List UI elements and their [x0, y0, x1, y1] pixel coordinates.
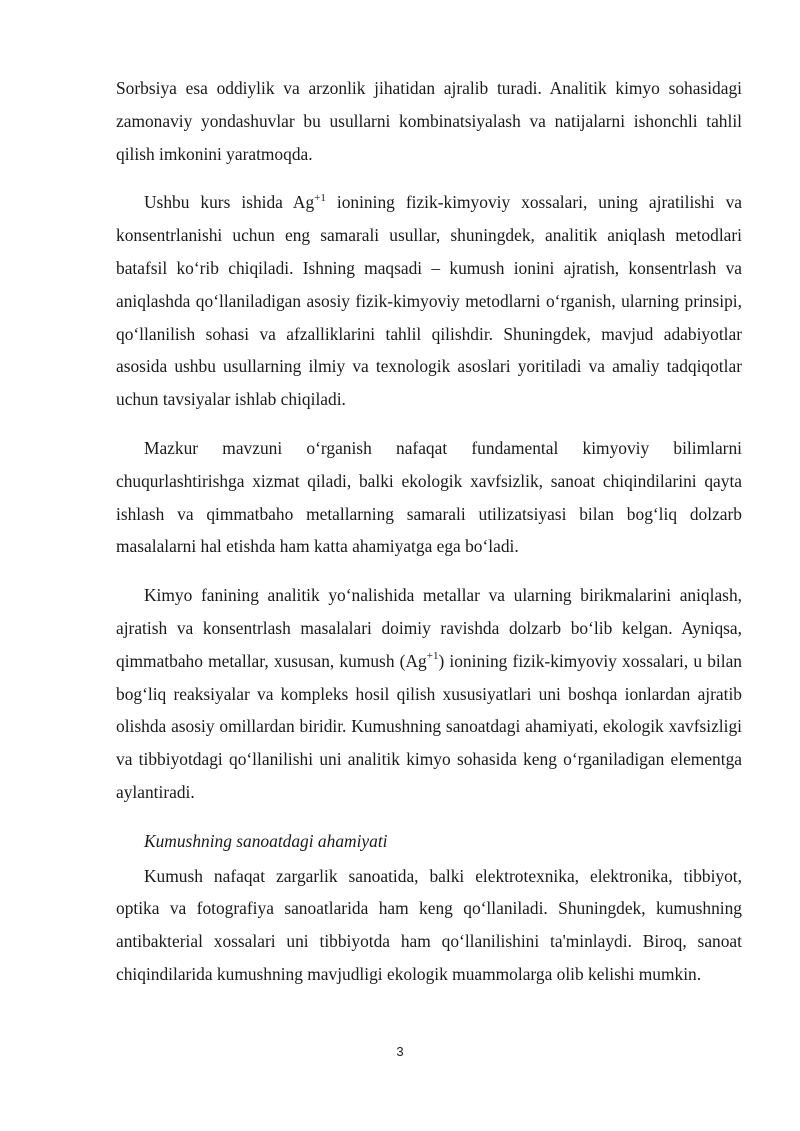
paragraph-sorbsiya — [116, 72, 742, 170]
paragraph-kumush — [116, 860, 742, 991]
paragraph-mazkur — [116, 432, 742, 563]
page-content — [116, 72, 742, 1007]
paragraph-text: ionining fizik-kimyoviy xossalari, uning ajratilishi va konsentrlanishi uchun eng samarali usullar, shuningdek, analitik aniqlash metodlari batafsil koʻrib chiqiladi. Ishning maqsadi – kumush ionini ajratish, konsentrlash va aniqlashda qoʻllaniladigan asosiy fizik-kimyoviy metodlarni oʻrganish, ularning prinsipi, qoʻllanilish sohasi va afzalliklarini tahlil qilishdir. Shuningdek, mavjud adabiyotlar asosida ushbu usullarning ilmiy va texnologik asoslari yoritiladi va amaliy tadqiqotlar uchun tavsiyalar ishlab chiqiladi. — [116, 192, 742, 410]
paragraph-course-work — [116, 186, 742, 416]
ion-charge-superscript: +1 — [426, 649, 439, 662]
paragraph-text: Kumush nafaqat zargarlik sanoatida, balki elektrotexnika, elektronika, tibbiyot, optika va fotografiya sanoatlarida ham keng qoʻllaniladi. Shuningdek, kumushning antibakterial xossalari uni tibbiyotda ham qoʻllanilishini ta'minlaydi. Biroq, sanoat chiqindilarida kumushning mavjudligi ekologik muammolarga olib kelishi mumkin. — [116, 865, 742, 984]
section-heading: Kumushning sanoatdagi ahamiyati — [144, 830, 388, 851]
paragraph-text: Sorbsiya esa oddiylik va arzonlik jihatidan ajralib turadi. Analitik kimyo sohasidagi zamonaviy yondashuvlar bu usullarni kombinatsiyalash va natijalarni ishonchli tahlil qilish imkonini yaratmoqda. — [116, 78, 742, 164]
paragraph-text: Mazkur mavzuni oʻrganish nafaqat fundamental kimyoviy bilimlarni chuqurlashtirishga xizmat qiladi, balki ekologik xavfsizlik, sanoat chiqindilarini qayta ishlash va qimmatbaho metallarning samarali utilizatsiyasi bilan bogʻliq dolzarb masalalarni hal etishda ham katta ahamiyatga ega boʻladi. — [116, 437, 742, 557]
ion-charge-superscript: +1 — [314, 191, 326, 204]
paragraph-text: ) ionining fizik-kimyoviy xossalari, u bilan bogʻliq reaksiyalar va kompleks hosil qilish xususiyatlari uni boshqa ionlardan ajratib olishda asosiy omillardan biridir. Kumushning sanoatdagi ahamiyati, ekologik xavfsizligi va tibbiyotdagi qoʻllanilishi uni analitik kimyo sohasida keng oʻrganiladigan elementga aylantiradi. — [116, 650, 743, 802]
page-number: 3 — [396, 1044, 404, 1059]
paragraph-kimyo — [116, 579, 742, 809]
paragraph-text: Ushbu kurs ishida Ag — [144, 192, 315, 213]
paragraph-text: Kimyo fanining analitik yoʻnalishida metallar va ularning birikmalarini aniqlash, ajratish va konsentrlash masalalari doimiy ravishda dolzarb boʻlib kelgan. Ayniqsa, qimmatbaho metallar, xususan, kumush (Ag — [116, 585, 742, 671]
